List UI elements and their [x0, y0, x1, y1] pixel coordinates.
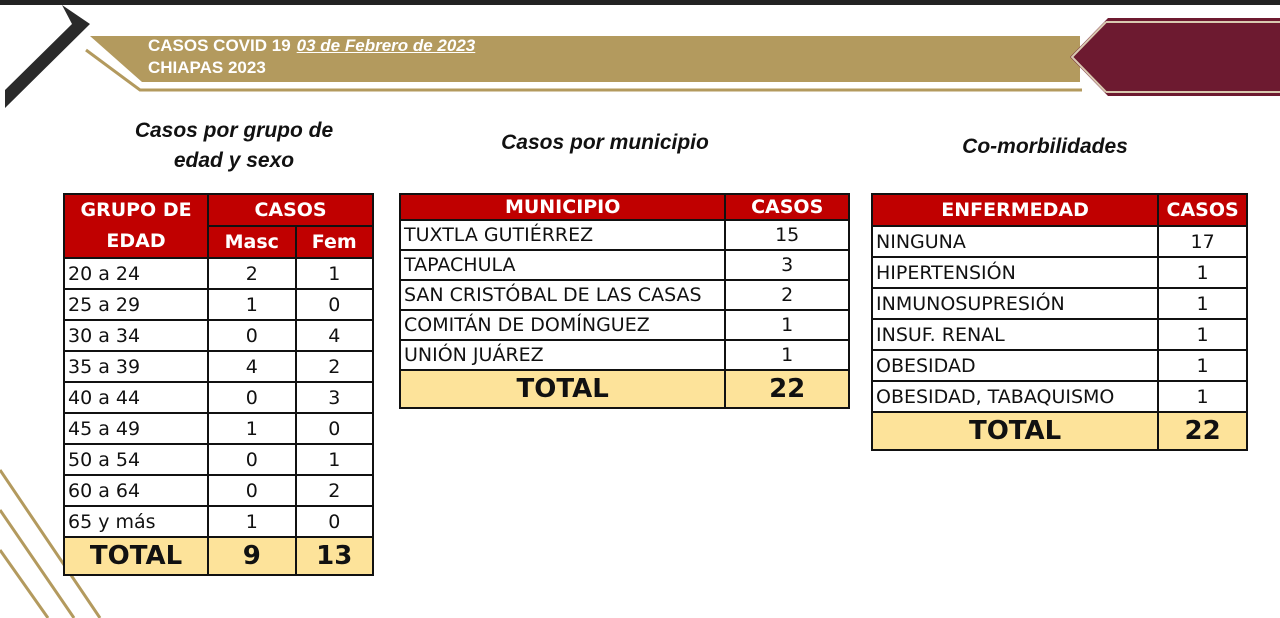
comorb-section-title: Co-morbilidades [962, 135, 1128, 158]
table-row [872, 257, 1247, 288]
total-label: TOTAL [872, 412, 1158, 450]
age-section-title [64, 116, 404, 176]
table-row [872, 226, 1247, 257]
fem-cell: 1 [296, 258, 373, 289]
group-header-line-1: GRUPO DE [80, 199, 192, 221]
disease-cases-cell: 1 [1158, 319, 1247, 350]
table-row [400, 250, 849, 280]
age-title-line-2: edad y sexo [173, 149, 295, 172]
municipio-section-title: Casos por municipio [501, 131, 709, 154]
age-group-cell: 25 a 29 [64, 289, 208, 320]
table-row [64, 289, 373, 320]
fem-cell: 2 [296, 475, 373, 506]
table-row [400, 280, 849, 310]
masc-cell: 4 [208, 351, 295, 382]
municipio-cases-header: CASOS [725, 194, 849, 220]
age-sex-table [63, 193, 374, 576]
table-row [872, 319, 1247, 350]
table-row [872, 288, 1247, 319]
municipio-total-row [400, 370, 849, 408]
disease-name-cell: INMUNOSUPRESIÓN [872, 288, 1158, 319]
masc-cell: 1 [208, 289, 295, 320]
municipio-cases-cell: 3 [725, 250, 849, 280]
total-label: TOTAL [64, 537, 208, 575]
municipio-name-cell: SAN CRISTÓBAL DE LAS CASAS [400, 280, 725, 310]
municipio-table [399, 193, 850, 409]
comorb-total-row [872, 412, 1247, 450]
age-group-cell: 65 y más [64, 506, 208, 537]
municipio-name-cell: TAPACHULA [400, 250, 725, 280]
masc-cell: 0 [208, 475, 295, 506]
masc-cell: 1 [208, 506, 295, 537]
group-header [64, 194, 208, 258]
municipio-cases-cell: 15 [725, 220, 849, 250]
disease-name-cell: OBESIDAD [872, 350, 1158, 381]
header-title [148, 35, 475, 79]
masc-cell: 1 [208, 413, 295, 444]
disease-cases-cell: 1 [1158, 288, 1247, 319]
title-line-2: CHIAPAS 2023 [148, 58, 266, 77]
municipio-header: MUNICIPIO [400, 194, 725, 220]
fem-header: Fem [296, 226, 373, 258]
comorb-cases-header: CASOS [1158, 194, 1247, 226]
fem-cell: 0 [296, 289, 373, 320]
maroon-tab [1070, 18, 1280, 96]
age-group-cell: 40 a 44 [64, 382, 208, 413]
disease-cases-cell: 17 [1158, 226, 1247, 257]
table-row [64, 413, 373, 444]
masc-cell: 0 [208, 320, 295, 351]
disease-name-cell: NINGUNA [872, 226, 1158, 257]
masc-cell: 0 [208, 382, 295, 413]
masc-cell: 0 [208, 444, 295, 475]
disease-cases-cell: 1 [1158, 350, 1247, 381]
age-group-cell: 50 a 54 [64, 444, 208, 475]
municipio-cases-cell: 1 [725, 340, 849, 370]
fem-cell: 2 [296, 351, 373, 382]
fem-cell: 0 [296, 506, 373, 537]
corner-bracket-top-left [5, 5, 90, 108]
age-title-line-1: Casos por grupo de [134, 119, 334, 142]
fem-cell: 3 [296, 382, 373, 413]
municipio-name-cell: TUXTLA GUTIÉRREZ [400, 220, 725, 250]
fem-cell: 1 [296, 444, 373, 475]
municipio-name-cell: COMITÁN DE DOMÍNGUEZ [400, 310, 725, 340]
total-masc: 9 [208, 537, 295, 575]
enfermedad-header: ENFERMEDAD [872, 194, 1158, 226]
table-row [872, 350, 1247, 381]
table-row [64, 351, 373, 382]
comorbidities-table [871, 193, 1248, 451]
table-row [64, 320, 373, 351]
table-row [400, 310, 849, 340]
total-label: TOTAL [400, 370, 725, 408]
fem-cell: 4 [296, 320, 373, 351]
group-header-line-2: EDAD [106, 230, 166, 252]
age-group-cell: 60 a 64 [64, 475, 208, 506]
age-group-cell: 45 a 49 [64, 413, 208, 444]
disease-name-cell: OBESIDAD, TABAQUISMO [872, 381, 1158, 412]
municipio-cases-cell: 2 [725, 280, 849, 310]
age-total-row [64, 537, 373, 575]
disease-name-cell: INSUF. RENAL [872, 319, 1158, 350]
table-row [64, 382, 373, 413]
disease-name-cell: HIPERTENSIÓN [872, 257, 1158, 288]
cases-header: CASOS [208, 194, 373, 226]
disease-cases-cell: 1 [1158, 257, 1247, 288]
age-group-cell: 35 a 39 [64, 351, 208, 382]
table-row [400, 220, 849, 250]
fem-cell: 0 [296, 413, 373, 444]
masc-cell: 2 [208, 258, 295, 289]
disease-cases-cell: 1 [1158, 381, 1247, 412]
table-row [64, 475, 373, 506]
table-row [64, 444, 373, 475]
total-fem: 13 [296, 537, 373, 575]
age-group-cell: 20 a 24 [64, 258, 208, 289]
masc-header: Masc [208, 226, 295, 258]
age-group-cell: 30 a 34 [64, 320, 208, 351]
total-cases: 22 [1158, 412, 1247, 450]
table-row [64, 258, 373, 289]
municipio-name-cell: UNIÓN JUÁREZ [400, 340, 725, 370]
table-row [872, 381, 1247, 412]
municipio-cases-cell: 1 [725, 310, 849, 340]
report-date: 03 de Febrero de 2023 [296, 36, 476, 55]
title-line-1: CASOS COVID 19 [148, 36, 291, 55]
total-cases: 22 [725, 370, 849, 408]
table-row [400, 340, 849, 370]
table-row [64, 506, 373, 537]
